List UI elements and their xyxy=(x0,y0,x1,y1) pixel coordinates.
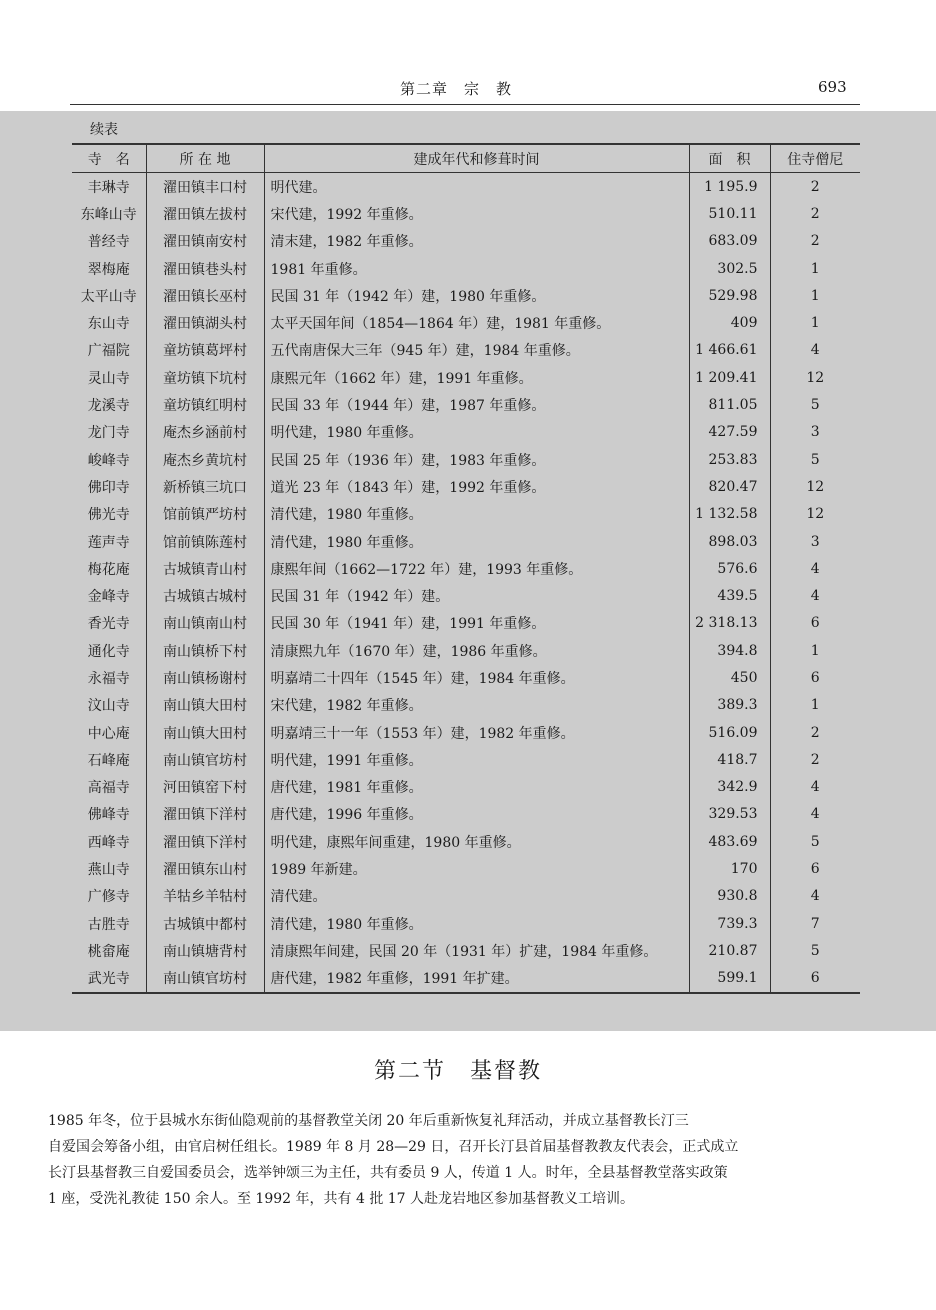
cell-name: 通化寺 xyxy=(87,643,130,660)
cell-area: 898.03 xyxy=(689,528,770,555)
cell-area: 1 195.9 xyxy=(689,173,770,201)
cell-history: 宋代建，1982 年重修。 xyxy=(264,692,689,719)
cell-area: 820.47 xyxy=(689,473,770,500)
cell-history: 唐代建，1981 年重修。 xyxy=(264,774,689,801)
cell-name: 桃畲庵 xyxy=(87,943,130,960)
cell-monks: 6 xyxy=(770,965,860,993)
cell-area: 1 132.58 xyxy=(689,501,770,528)
cell-history: 清康熙九年（1670 年）建，1986 年重修。 xyxy=(264,637,689,664)
cell-monks: 6 xyxy=(770,610,860,637)
cell-area: 1 209.41 xyxy=(689,364,770,391)
table-body xyxy=(72,173,860,993)
table-row xyxy=(72,828,860,855)
cell-area: 811.05 xyxy=(689,391,770,418)
table-row xyxy=(72,364,860,391)
cell-location: 濯田镇湖头村 xyxy=(146,309,264,336)
table-row xyxy=(72,391,860,418)
cell-name: 高福寺 xyxy=(87,780,130,797)
cell-monks: 2 xyxy=(770,228,860,255)
header-rule xyxy=(70,104,860,105)
cell-area: 510.11 xyxy=(689,200,770,227)
cell-location: 南山镇官坊村 xyxy=(146,746,264,773)
cell-location: 南山镇大田村 xyxy=(146,719,264,746)
table-row xyxy=(72,637,860,664)
cell-location: 濯田镇左拔村 xyxy=(146,200,264,227)
table-row xyxy=(72,309,860,336)
table-header-row xyxy=(72,144,860,173)
cell-location: 南山镇官坊村 xyxy=(146,965,264,993)
cell-name: 翠梅庵 xyxy=(87,261,130,278)
cell-history: 明代建，1991 年重修。 xyxy=(264,746,689,773)
cell-monks: 12 xyxy=(770,473,860,500)
cell-history: 1981 年重修。 xyxy=(264,255,689,282)
column-header-name: 寺 名 xyxy=(72,144,146,173)
cell-name: 佛峰寺 xyxy=(87,807,130,824)
table-row xyxy=(72,965,860,993)
cell-location: 古城镇中都村 xyxy=(146,910,264,937)
cell-name: 龙溪寺 xyxy=(87,398,130,415)
cell-area: 170 xyxy=(689,855,770,882)
table-row xyxy=(72,200,860,227)
cell-name: 龙门寺 xyxy=(87,425,130,442)
cell-name: 石峰庵 xyxy=(87,752,130,769)
cell-monks: 3 xyxy=(770,419,860,446)
section-title: 第二节 基督教 xyxy=(374,1059,543,1084)
cell-history: 民国 33 年（1944 年）建，1987 年重修。 xyxy=(264,391,689,418)
cell-monks: 1 xyxy=(770,255,860,282)
cell-area: 427.59 xyxy=(689,419,770,446)
cell-location: 古城镇古城村 xyxy=(146,582,264,609)
cell-location: 馆前镇陈莲村 xyxy=(146,528,264,555)
cell-history: 清代建，1980 年重修。 xyxy=(264,501,689,528)
cell-history: 明嘉靖二十四年（1545 年）建，1984 年重修。 xyxy=(264,664,689,691)
cell-name: 丰琳寺 xyxy=(87,179,130,196)
cell-history: 唐代建，1996 年重修。 xyxy=(264,801,689,828)
cell-name: 普经寺 xyxy=(87,234,130,251)
cell-monks: 4 xyxy=(770,337,860,364)
table-caption: 续表 xyxy=(90,122,118,138)
cell-name: 燕山寺 xyxy=(87,862,130,879)
cell-name: 广福院 xyxy=(87,343,130,360)
cell-location: 濯田镇巷头村 xyxy=(146,255,264,282)
cell-monks: 12 xyxy=(770,501,860,528)
cell-history: 清代建，1980 年重修。 xyxy=(264,528,689,555)
cell-monks: 2 xyxy=(770,200,860,227)
table-row xyxy=(72,528,860,555)
cell-monks: 6 xyxy=(770,664,860,691)
page-number: 693 xyxy=(818,78,847,96)
cell-name: 古胜寺 xyxy=(87,916,130,933)
table-row xyxy=(72,582,860,609)
cell-location: 濯田镇长巫村 xyxy=(146,282,264,309)
cell-location: 南山镇南山村 xyxy=(146,610,264,637)
paragraph-line: 自爱国会筹备小组，由官启树任组长。1989 年 8 月 28—29 日，召开长汀县首届基督教教友代表会，正式成立 xyxy=(48,1139,739,1155)
cell-history: 明代建。 xyxy=(264,173,689,201)
cell-area: 930.8 xyxy=(689,883,770,910)
cell-area: 683.09 xyxy=(689,228,770,255)
cell-location: 庵杰乡涵前村 xyxy=(146,419,264,446)
cell-history: 清康熙年间建，民国 20 年（1931 年）扩建，1984 年重修。 xyxy=(264,937,689,964)
cell-history: 清代建，1980 年重修。 xyxy=(264,910,689,937)
table-row xyxy=(72,446,860,473)
cell-name: 香光寺 xyxy=(87,616,130,633)
table-row xyxy=(72,610,860,637)
table-row xyxy=(72,337,860,364)
cell-monks: 5 xyxy=(770,446,860,473)
cell-name: 佛印寺 xyxy=(87,479,130,496)
cell-location: 南山镇桥下村 xyxy=(146,637,264,664)
cell-history: 康熙年间（1662—1722 年）建，1993 年重修。 xyxy=(264,555,689,582)
cell-monks: 5 xyxy=(770,828,860,855)
table-row xyxy=(72,883,860,910)
paragraph-line: 1 座，受洗礼教徒 150 余人。至 1992 年，共有 4 批 17 人赴龙岩地区参加基督教义工培训。 xyxy=(48,1191,635,1207)
cell-area: 418.7 xyxy=(689,746,770,773)
cell-monks: 5 xyxy=(770,391,860,418)
cell-area: 1 466.61 xyxy=(689,337,770,364)
cell-location: 濯田镇下洋村 xyxy=(146,801,264,828)
cell-name: 莲声寺 xyxy=(87,534,130,551)
table-row xyxy=(72,910,860,937)
cell-location: 河田镇窑下村 xyxy=(146,774,264,801)
table-row xyxy=(72,801,860,828)
cell-name: 灵山寺 xyxy=(87,370,130,387)
cell-monks: 4 xyxy=(770,582,860,609)
cell-location: 童坊镇红明村 xyxy=(146,391,264,418)
cell-area: 409 xyxy=(689,309,770,336)
cell-location: 南山镇杨谢村 xyxy=(146,664,264,691)
cell-history: 民国 31 年（1942 年）建。 xyxy=(264,582,689,609)
table-row xyxy=(72,664,860,691)
cell-name: 汶山寺 xyxy=(87,698,130,715)
cell-monks: 2 xyxy=(770,719,860,746)
cell-history: 唐代建，1982 年重修，1991 年扩建。 xyxy=(264,965,689,993)
cell-location: 濯田镇南安村 xyxy=(146,228,264,255)
cell-location: 馆前镇严坊村 xyxy=(146,501,264,528)
cell-history: 明嘉靖三十一年（1553 年）建，1982 年重修。 xyxy=(264,719,689,746)
cell-history: 明代建，康熙年间重建，1980 年重修。 xyxy=(264,828,689,855)
cell-monks: 4 xyxy=(770,555,860,582)
cell-monks: 1 xyxy=(770,692,860,719)
table-row xyxy=(72,419,860,446)
cell-location: 古城镇青山村 xyxy=(146,555,264,582)
cell-area: 739.3 xyxy=(689,910,770,937)
cell-name: 东峰山寺 xyxy=(80,206,137,223)
cell-name: 广修寺 xyxy=(87,889,130,906)
cell-area: 450 xyxy=(689,664,770,691)
cell-area: 302.5 xyxy=(689,255,770,282)
cell-name: 西峰寺 xyxy=(87,834,130,851)
table-row xyxy=(72,555,860,582)
paragraph-line: 1985 年冬，位于县城水东街仙隐观前的基督教堂关闭 20 年后重新恢复礼拜活动，并成立基督教长汀三 xyxy=(48,1113,689,1129)
cell-history: 康熙元年（1662 年）建，1991 年重修。 xyxy=(264,364,689,391)
cell-location: 童坊镇葛坪村 xyxy=(146,337,264,364)
cell-monks: 1 xyxy=(770,282,860,309)
cell-monks: 2 xyxy=(770,746,860,773)
cell-area: 389.3 xyxy=(689,692,770,719)
cell-area: 2 318.13 xyxy=(689,610,770,637)
column-header-monks: 住寺僧尼 xyxy=(770,144,860,173)
cell-area: 342.9 xyxy=(689,774,770,801)
table-row xyxy=(72,774,860,801)
cell-history: 五代南唐保大三年（945 年）建，1984 年重修。 xyxy=(264,337,689,364)
cell-history: 宋代建，1992 年重修。 xyxy=(264,200,689,227)
cell-location: 濯田镇东山村 xyxy=(146,855,264,882)
cell-area: 529.98 xyxy=(689,282,770,309)
paragraph-line: 长汀县基督教三自爱国委员会，选举钟颂三为主任，共有委员 9 人，传道 1 人。时年，全县基督教堂落实政策 xyxy=(48,1165,728,1181)
column-header-area: 面 积 xyxy=(689,144,770,173)
cell-name: 峻峰寺 xyxy=(87,452,130,469)
cell-location: 南山镇大田村 xyxy=(146,692,264,719)
table-row xyxy=(72,228,860,255)
cell-monks: 7 xyxy=(770,910,860,937)
cell-location: 南山镇塘背村 xyxy=(146,937,264,964)
cell-monks: 5 xyxy=(770,937,860,964)
cell-area: 516.09 xyxy=(689,719,770,746)
column-header-location: 所 在 地 xyxy=(146,144,264,173)
cell-location: 羊牯乡羊牯村 xyxy=(146,883,264,910)
cell-location: 濯田镇丰口村 xyxy=(146,173,264,201)
table-row xyxy=(72,746,860,773)
cell-location: 新桥镇三坑口 xyxy=(146,473,264,500)
column-header-history: 建成年代和修葺时间 xyxy=(264,144,689,173)
cell-history: 清代建。 xyxy=(264,883,689,910)
cell-history: 清末建，1982 年重修。 xyxy=(264,228,689,255)
chapter-header: 第二章 宗 教 xyxy=(400,80,513,98)
table-row xyxy=(72,855,860,882)
cell-location: 童坊镇下坑村 xyxy=(146,364,264,391)
table-row xyxy=(72,173,860,201)
cell-monks: 6 xyxy=(770,855,860,882)
cell-location: 濯田镇下洋村 xyxy=(146,828,264,855)
cell-history: 民国 30 年（1941 年）建，1991 年重修。 xyxy=(264,610,689,637)
cell-area: 439.5 xyxy=(689,582,770,609)
cell-name: 永福寺 xyxy=(87,670,130,687)
cell-monks: 1 xyxy=(770,637,860,664)
table-row xyxy=(72,937,860,964)
cell-monks: 3 xyxy=(770,528,860,555)
cell-area: 599.1 xyxy=(689,965,770,993)
cell-monks: 2 xyxy=(770,173,860,201)
cell-history: 1989 年新建。 xyxy=(264,855,689,882)
cell-history: 民国 31 年（1942 年）建，1980 年重修。 xyxy=(264,282,689,309)
cell-history: 道光 23 年（1843 年）建，1992 年重修。 xyxy=(264,473,689,500)
cell-name: 东山寺 xyxy=(87,316,130,333)
cell-name: 佛光寺 xyxy=(87,507,130,524)
cell-area: 394.8 xyxy=(689,637,770,664)
cell-area: 483.69 xyxy=(689,828,770,855)
cell-name: 武光寺 xyxy=(72,965,146,993)
table-row xyxy=(72,692,860,719)
cell-history: 太平天国年间（1854—1864 年）建，1981 年重修。 xyxy=(264,309,689,336)
table-row xyxy=(72,473,860,500)
cell-monks: 1 xyxy=(770,309,860,336)
cell-name: 太平山寺 xyxy=(80,288,137,305)
cell-monks: 4 xyxy=(770,801,860,828)
cell-monks: 4 xyxy=(770,883,860,910)
cell-area: 576.6 xyxy=(689,555,770,582)
cell-name: 梅花庵 xyxy=(87,561,130,578)
cell-name: 金峰寺 xyxy=(87,589,130,606)
cell-monks: 4 xyxy=(770,774,860,801)
table-row xyxy=(72,719,860,746)
cell-monks: 12 xyxy=(770,364,860,391)
section-paragraph xyxy=(48,1108,860,1212)
table-row xyxy=(72,501,860,528)
cell-location: 庵杰乡黄坑村 xyxy=(146,446,264,473)
temple-table xyxy=(72,143,860,994)
table-row xyxy=(72,255,860,282)
cell-area: 210.87 xyxy=(689,937,770,964)
table-row xyxy=(72,282,860,309)
cell-history: 明代建，1980 年重修。 xyxy=(264,419,689,446)
cell-name: 中心庵 xyxy=(87,725,130,742)
cell-area: 253.83 xyxy=(689,446,770,473)
cell-history: 民国 25 年（1936 年）建，1983 年重修。 xyxy=(264,446,689,473)
cell-area: 329.53 xyxy=(689,801,770,828)
